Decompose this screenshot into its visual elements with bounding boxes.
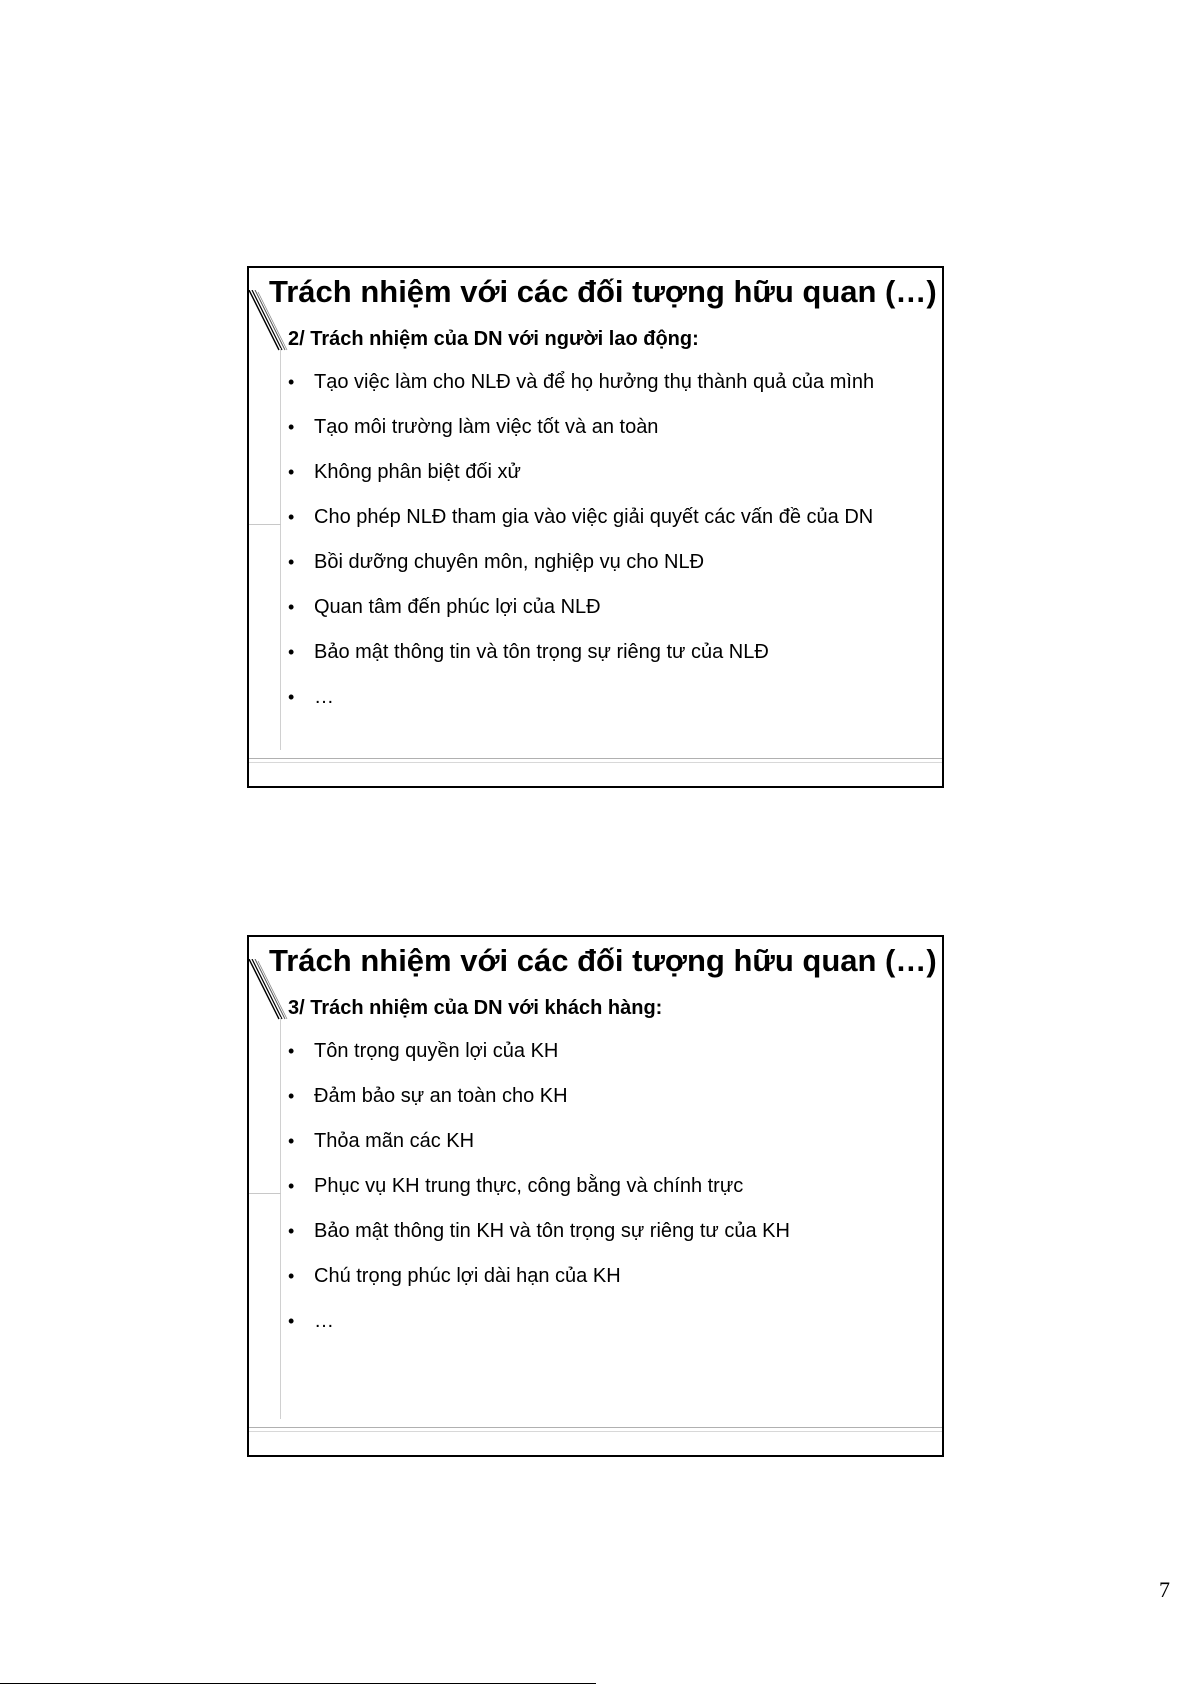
bullet-icon: • — [288, 1131, 295, 1151]
footer-rule — [249, 1427, 942, 1428]
bullet-icon: • — [288, 1311, 295, 1331]
page-number: 7 — [1159, 1577, 1170, 1602]
left-tick — [249, 524, 281, 525]
bullet-icon: • — [288, 552, 295, 572]
bullet-icon: • — [288, 417, 295, 437]
bullet-icon: • — [288, 1041, 295, 1061]
list-item: • … — [288, 1310, 334, 1332]
bullet-icon: • — [288, 372, 295, 392]
left-tick — [249, 1193, 281, 1194]
footer-rule — [249, 1431, 942, 1432]
bullet-icon: • — [288, 1266, 295, 1286]
bullet-icon: • — [288, 687, 295, 707]
bullet-icon: • — [288, 597, 295, 617]
list-item: • Quan tâm đến phúc lợi của NLĐ — [288, 596, 601, 618]
list-item: • Phục vụ KH trung thực, công bằng và chính trực — [288, 1175, 744, 1197]
footer-rule — [249, 762, 942, 763]
list-item: • … — [288, 686, 334, 708]
footer-rule — [249, 758, 942, 759]
list-item: • Tạo việc làm cho NLĐ và để họ hưởng thụ thành quả của mình — [288, 371, 875, 393]
slide-subtitle: 3/ Trách nhiệm của DN với khách hàng: — [288, 997, 663, 1019]
bullet-icon: • — [288, 1176, 295, 1196]
slide-2 — [247, 935, 944, 1457]
bullet-icon: • — [288, 462, 295, 482]
bullet-icon: • — [288, 507, 295, 527]
list-item: • Không phân biệt đối xử — [288, 461, 521, 483]
list-item: • Cho phép NLĐ tham gia vào việc giải quyết các vấn đề của DN — [288, 506, 874, 528]
list-item: • Tôn trọng quyền lợi của KH — [288, 1040, 559, 1062]
list-item: • Tạo môi trường làm việc tốt và an toàn — [288, 416, 659, 438]
list-item: • Bảo mật thông tin KH và tôn trọng sự riêng tư của KH — [288, 1220, 790, 1242]
bullet-icon: • — [288, 1086, 295, 1106]
list-item: • Bồi dưỡng chuyên môn, nghiệp vụ cho NLĐ — [288, 551, 705, 573]
list-item: • Bảo mật thông tin và tôn trọng sự riêng tư của NLĐ — [288, 641, 769, 663]
list-item: • Chú trọng phúc lợi dài hạn của KH — [288, 1265, 621, 1287]
left-rule — [280, 348, 281, 750]
bullet-list — [288, 1040, 790, 1355]
bullet-icon: • — [288, 1221, 295, 1241]
left-rule — [280, 1017, 281, 1419]
slide-title: Trách nhiệm với các đối tượng hữu quan (…) — [269, 274, 937, 309]
footnote-rule — [0, 1683, 596, 1684]
bullet-list — [288, 371, 874, 731]
list-item: • Đảm bảo sự an toàn cho KH — [288, 1085, 568, 1107]
list-item: • Thỏa mãn các KH — [288, 1130, 475, 1152]
slide-title: Trách nhiệm với các đối tượng hữu quan (…) — [269, 943, 937, 978]
slide-subtitle: 2/ Trách nhiệm của DN với người lao động: — [288, 328, 699, 350]
slide-1 — [247, 266, 944, 788]
bullet-icon: • — [288, 642, 295, 662]
